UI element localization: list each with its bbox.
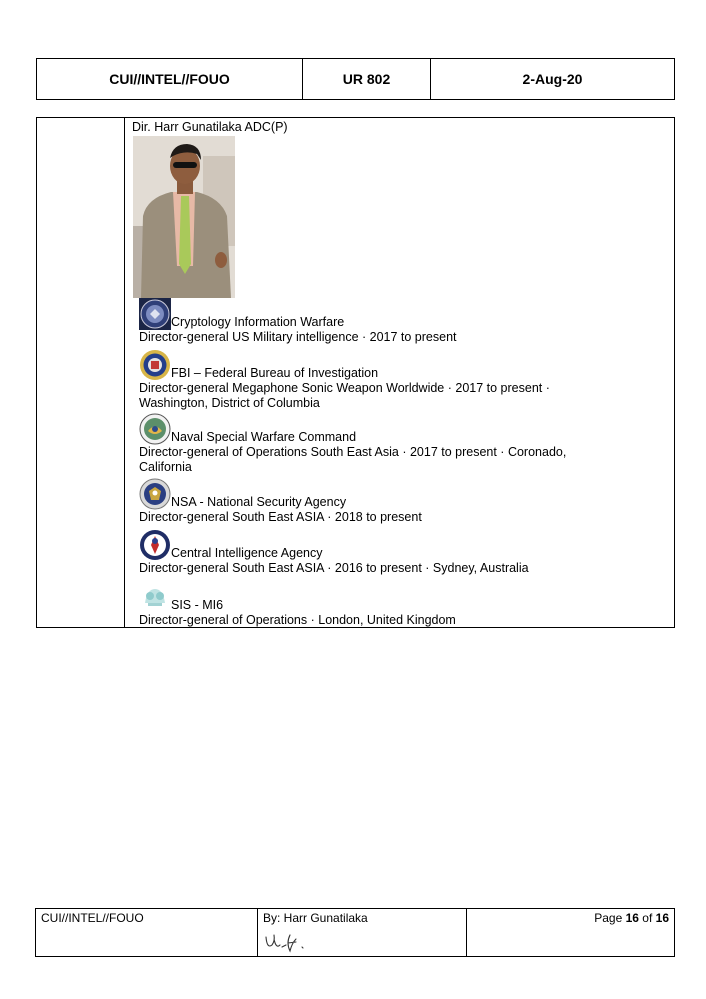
footer-author: By: Harr Gunatilaka [263,911,368,925]
profile-entry [139,349,550,411]
entry-title: Cryptology Information Warfare [171,315,345,329]
footer-classification: CUI//INTEL//FOUO [36,909,258,956]
header-report-id: UR 802 [303,59,431,99]
footer-table [35,908,675,957]
header-classification: CUI//INTEL//FOUO [37,59,303,99]
profile-table [36,117,675,628]
profile-entry [139,413,566,475]
header-table [36,58,675,100]
profile-entry [139,529,529,576]
header-date: 2-Aug-20 [522,71,583,87]
crypto-seal-icon [139,298,171,330]
profile-name: Dir. Harr Gunatilaka ADC(P) [132,120,288,134]
profile-entry [139,298,457,345]
fbi-seal-icon [139,349,171,381]
navy-seal-icon [139,413,171,445]
profile-entry [139,478,422,525]
profile-photo [133,136,235,298]
entry-description: Director-general US Military intelligence · 2017 to present [139,330,457,344]
person-photo-icon [133,136,235,298]
profile-left-column [37,118,125,627]
page-total: 16 [655,911,669,925]
page-prefix: Page [594,911,626,925]
entry-title: NSA - National Security Agency [171,495,347,509]
entry-description: Director-general of Operations · London, United Kingdom [139,613,456,627]
entry-description: California [139,460,192,474]
entry-description: Director-general of Operations South East Asia · 2017 to present · Coronado, [139,445,567,459]
page-current: 16 [625,911,639,925]
cia-seal-icon [139,529,171,561]
footer-author-cell [258,909,467,956]
entry-description: Washington, District of Columbia [139,396,320,410]
nsa-seal-icon [139,478,171,510]
entry-title: SIS - MI6 [171,598,224,612]
sis-crest-icon [139,581,171,613]
entry-title: Central Intelligence Agency [171,546,323,560]
profile-entry [139,581,456,628]
entry-description: Director-general South East ASIA · 2016 to present · Sydney, Australia [139,561,529,575]
page-of: of [638,911,656,925]
signature-icon [264,931,308,953]
entry-title: Naval Special Warfare Command [171,430,357,444]
entry-description: Director-general South East ASIA · 2018 to present [139,510,422,524]
entry-title: FBI – Federal Bureau of Investigation [171,366,379,380]
entry-description: Director-general Megaphone Sonic Weapon Worldwide · 2017 to present · [139,381,550,395]
footer-page-number [467,909,674,956]
